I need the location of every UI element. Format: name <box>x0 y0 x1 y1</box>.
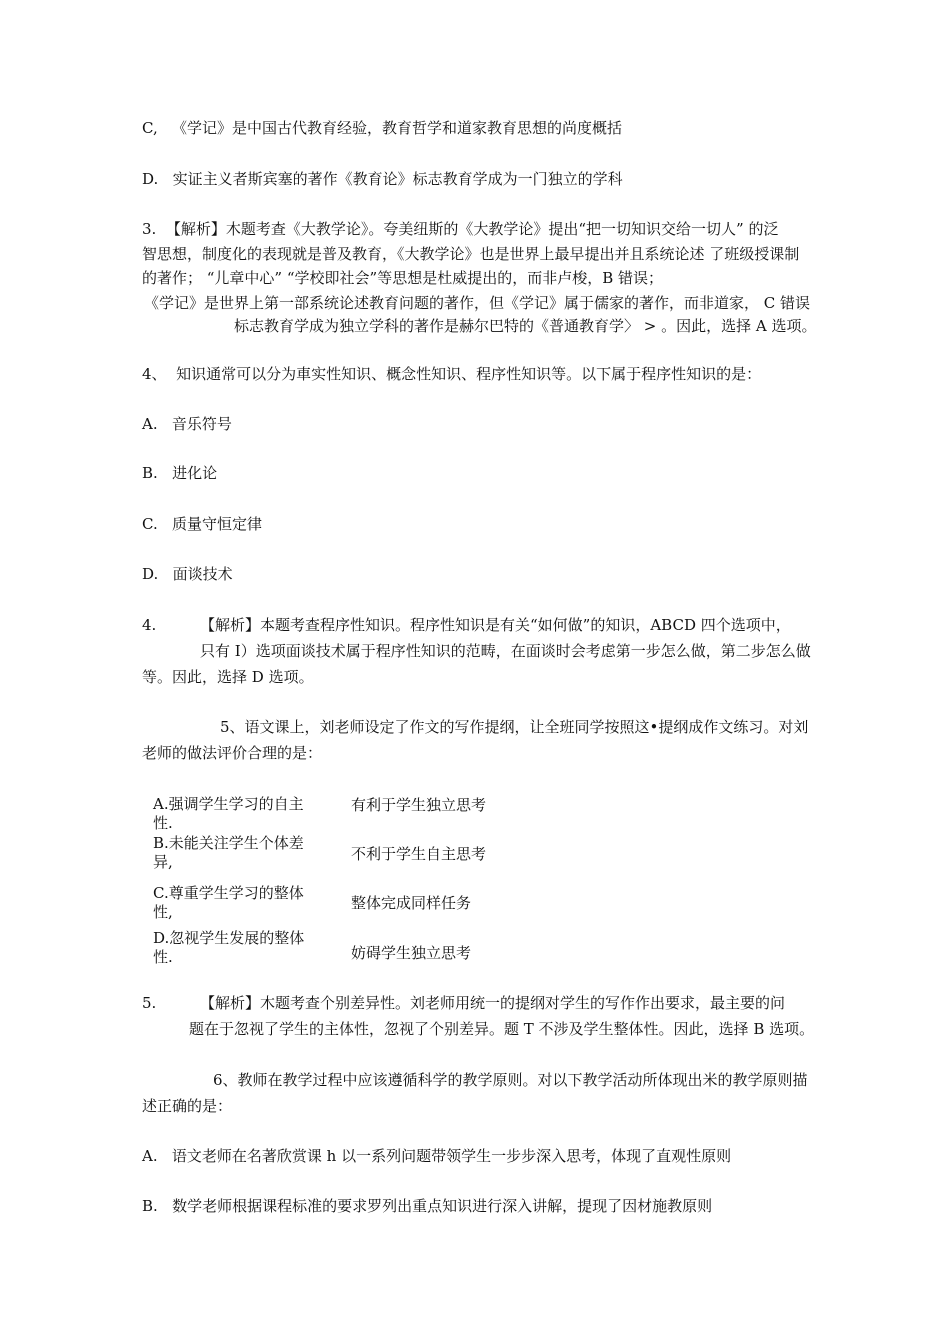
q5-option-b-left: B.未能关注学生个体差异, <box>153 834 304 871</box>
question-4-text: 4、 知识通常可以分为車实性知识、概念性知识、程序性知识等。以下属于程序性知识的是： <box>142 365 762 383</box>
q5-option-d-right: 妨碍学生独立思考 <box>351 944 472 962</box>
option-c-text: C, 《学记》是中国古代教育经验，教育哲学和道家教育思想的尚度概括 <box>142 119 623 137</box>
analysis-3-line-5: 标志教育学成为独立学科的著作是赫尔巴特的《普通教育学〉 > 。因此，选择 A 选项。 <box>234 317 817 335</box>
analysis-3-line-4: 《学记》是世界上第一部系统论述教育问题的著作，但《学记》属于儒家的著作，而非道家， C 错误 <box>144 294 811 312</box>
question-5-line-2: 老师的做法评价合理的是： <box>142 744 323 762</box>
q5-option-d-left: D.忽视学生发展的整体性. <box>153 929 305 966</box>
q4-option-d: D. 面谈技术 <box>142 565 233 583</box>
q5-option-c-right: 整体完成同样任务 <box>351 894 472 912</box>
q6-option-a: A. 语文老师在名著欣赏课 h 以一系列问题带领学生一步步深入思考，体现了直观性原则 <box>142 1147 732 1165</box>
q5-option-a-left: A.强调学生学习的自主性. <box>153 795 304 832</box>
analysis-5-line-1: 【解析】木题考查个别差异性。刘老师用统一的提纲对学生的写作作出要求，最主要的问 <box>200 994 786 1012</box>
analysis-3-line-1: 3. 【解析】木题考查《大教学论》。夸美纽斯的《大教学论》提出“把一切知识交给一切人” 的泛 <box>142 220 779 238</box>
q5-option-c-left: C.尊重学生学习的整体性, <box>153 884 304 921</box>
q5-option-b-right: 不利于学生自主思考 <box>351 845 487 863</box>
q4-option-a: A. 音乐符号 <box>142 415 232 433</box>
question-5-line-1: 5、语文课上，刘老师设定了作文的写作提纲，让全班同学按照这•提纲成作文练习。对刘 <box>220 718 809 736</box>
analysis-4-line-1: 【解析】本题考查程序性知识。程序性知识是有关“如何做”的知识，ABCD 四个选项中， <box>200 616 791 634</box>
analysis-4-line-3: 等。因此，选择 D 选项。 <box>142 668 314 686</box>
option-d-text: D. 实证主义者斯宾塞的著作《教育论》标志教育学成为一门独立的学科 <box>142 170 623 188</box>
question-6-line-1: 6、教师在教学过程中应该遵循科学的教学原则。对以下教学活动所体现出米的教学原则描 <box>213 1071 808 1089</box>
analysis-3-line-3: 的著作； “儿章中心” “学校即社会”等思想是杜威提出的，而非卢梭，B 错误； <box>142 269 664 287</box>
q6-option-b: B. 数学老师根据课程标准的要求罗列出重点知识进行深入讲解，提现了因材施教原则 <box>142 1197 713 1215</box>
analysis-4-line-2: 只有 I）选项面谈技术属于程序性知识的范畴，在面谈时会考虑第一步怎么做，第二步怎么做 <box>200 642 811 660</box>
q4-option-b: B. 进化论 <box>142 464 218 482</box>
analysis-5-line-2: 题在于忽视了学生的主体性，忽视了个别差异。题 T 不涉及学生整体性。因此，选择 B 选项。 <box>189 1020 815 1038</box>
analysis-3-line-2: 智思想，制度化的表现就是普及教育，《大教学论》也是世界上最早提出并且系统论述 了班级授课制 <box>142 245 800 263</box>
q5-option-a-right: 有利于学生独立思考 <box>351 796 487 814</box>
analysis-5-number: 5. <box>142 994 157 1012</box>
analysis-4-number: 4. <box>142 616 157 634</box>
q4-option-c: C. 质量守恒定律 <box>142 515 263 533</box>
question-6-line-2: 述正确的是： <box>142 1097 233 1115</box>
